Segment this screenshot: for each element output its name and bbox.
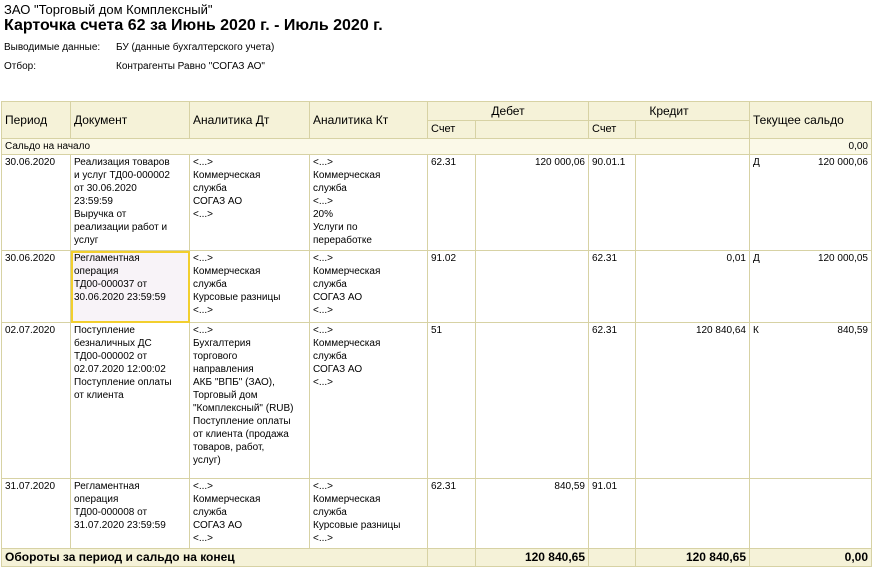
cell-credit-account[interactable]: 62.31 [589,323,636,479]
cell-line: служба [313,351,347,362]
cell-line: Коммерческая [313,170,381,181]
cell-line: Коммерческая [193,266,261,277]
cell-line: операция [74,494,119,505]
cell-debit-account[interactable]: 91.02 [428,251,476,323]
cell-credit-amount[interactable] [636,155,750,251]
cell-line: Поступление оплаты [74,377,172,388]
balance-amount: 840,59 [837,325,868,336]
totals-debit-account [428,549,476,567]
totals-row [2,549,872,567]
cell-period[interactable]: 31.07.2020 [2,479,71,549]
cell-credit-account[interactable]: 62.31 [589,251,636,323]
cell-line: служба [193,183,227,194]
cell-debit-amount[interactable] [476,251,589,323]
cell-line: служба [193,279,227,290]
cell-line: <...> [193,481,214,492]
opening-balance-label: Сальдо на начало [2,139,750,155]
cell-line: от 30.06.2020 [74,183,137,194]
cell-line: СОГАЗ АО [313,364,363,375]
cell-analytics-dt[interactable] [190,323,310,479]
cell-analytics-dt[interactable] [190,155,310,251]
cell-analytics-kt[interactable] [310,479,428,549]
totals-debit: 120 840,65 [476,549,589,567]
cell-line: Коммерческая [193,170,261,181]
totals-label: Обороты за период и сальдо на конец [2,549,428,567]
cell-document[interactable] [71,251,190,323]
balance-amount: 120 000,05 [817,253,868,264]
cell-line: ТД00-000008 от [74,507,148,518]
cell-line: Торговый дом [193,390,258,401]
cell-credit-amount[interactable]: 120 840,64 [636,323,750,479]
cell-line: СОГАЗ АО [193,520,243,531]
col-header-credit[interactable]: Кредит [589,102,750,121]
cell-line: СОГАЗ АО [313,292,363,303]
cell-line: Реализация товаров [74,157,170,168]
param-value-filter[interactable]: Контрагенты Равно "СОГАЗ АО" [116,61,265,72]
opening-balance-row [2,139,872,155]
col-header-credit-account[interactable]: Счет [589,121,636,139]
cell-line: от клиента [74,390,124,401]
col-header-balance[interactable]: Текущее сальдо [750,102,872,139]
cell-line: Курсовые разницы [193,292,281,303]
cell-line: Выручка от [74,209,127,220]
cell-line: от клиента (продажа [193,429,289,440]
cell-analytics-dt[interactable] [190,251,310,323]
table-row[interactable] [2,251,872,323]
cell-document[interactable] [71,479,190,549]
cell-line: <...> [313,253,334,264]
param-label-filter: Отбор: [4,61,36,72]
cell-line: Регламентная [74,253,140,264]
cell-line: Бухгалтерия [193,338,251,349]
cell-line: <...> [313,377,334,388]
cell-line: <...> [193,157,214,168]
cell-line: служба [313,183,347,194]
cell-line: 23:59:59 [74,196,113,207]
organization-name: ЗАО "Торговый дом Комплексный" [4,2,213,17]
cell-line: безналичных ДС [74,338,152,349]
cell-balance[interactable] [750,323,872,479]
col-header-period[interactable]: Период [2,102,71,139]
table-row[interactable] [2,155,872,251]
cell-credit-account[interactable]: 90.01.1 [589,155,636,251]
cell-analytics-kt[interactable] [310,323,428,479]
cell-analytics-kt[interactable] [310,155,428,251]
cell-period[interactable]: 30.06.2020 [2,251,71,323]
cell-credit-amount[interactable]: 0,01 [636,251,750,323]
cell-line: Коммерческая [193,494,261,505]
cell-line: <...> [313,325,334,336]
totals-credit: 120 840,65 [636,549,750,567]
cell-line: 20% [313,209,334,220]
cell-analytics-dt[interactable] [190,479,310,549]
cell-line: 30.06.2020 23:59:59 [74,292,166,303]
cell-debit-account[interactable]: 62.31 [428,155,476,251]
balance-side: Д [753,253,760,264]
cell-line: <...> [193,305,214,316]
cell-debit-amount[interactable]: 120 000,06 [476,155,589,251]
cell-document[interactable] [71,155,190,251]
cell-line: <...> [313,196,334,207]
cell-line: реализации работ и [74,222,168,233]
opening-balance-value: 0,00 [750,139,872,155]
cell-line: служба [313,507,347,518]
cell-line: ТД00-000002 от [74,351,148,362]
cell-period[interactable]: 02.07.2020 [2,323,71,479]
balance-side: Д [753,157,760,168]
totals-balance: 0,00 [750,549,872,567]
cell-line: служба [193,507,227,518]
cell-line: служба [313,279,347,290]
cell-line: торгового [193,351,238,362]
cell-line: <...> [193,533,214,544]
cell-credit-amount[interactable] [636,479,750,549]
cell-line: <...> [193,209,214,220]
col-header-document[interactable]: Документ [71,102,190,139]
cell-line: "Комплексный" (RUB) [193,403,294,414]
col-header-debit-account[interactable]: Счет [428,121,476,139]
cell-debit-account[interactable]: 62.31 [428,479,476,549]
cell-credit-account[interactable]: 91.01 [589,479,636,549]
totals-credit-account [589,549,636,567]
report-title: Карточка счета 62 за Июнь 2020 г. - Июль 2020 г. [4,17,383,34]
cell-period[interactable]: 30.06.2020 [2,155,71,251]
cell-line: и услуг ТД00-000002 [74,170,170,181]
cell-line: АКБ "ВПБ" (ЗАО), [193,377,275,388]
balance-amount: 120 000,06 [817,157,868,168]
cell-line: ТД00-000037 от [74,279,148,290]
header-row [2,102,872,121]
cell-line: Коммерческая [313,338,381,349]
param-label-output: Выводимые данные: [4,42,101,53]
col-header-debit[interactable]: Дебет [428,102,589,121]
cell-line: направления [193,364,254,375]
col-header-debit-amount [476,121,589,139]
cell-line: <...> [313,305,334,316]
cell-debit-account[interactable]: 51 [428,323,476,479]
cell-line: СОГАЗ АО [193,196,243,207]
cell-line: <...> [313,533,334,544]
cell-line: Поступление [74,325,135,336]
cell-line: 31.07.2020 23:59:59 [74,520,166,531]
cell-balance[interactable] [750,251,872,323]
col-header-analytics-dt[interactable]: Аналитика Дт [190,102,310,139]
balance-side: К [753,325,759,336]
cell-line: Регламентная [74,481,140,492]
table-row[interactable] [2,323,872,479]
col-header-analytics-kt[interactable]: Аналитика Кт [310,102,428,139]
cell-balance[interactable] [750,155,872,251]
cell-line: услуг) [193,455,221,466]
cell-line: <...> [313,157,334,168]
cell-balance[interactable] [750,479,872,549]
cell-document[interactable] [71,323,190,479]
cell-line: <...> [193,253,214,264]
cell-line: товаров, работ, [193,442,265,453]
cell-debit-amount[interactable]: 840,59 [476,479,589,549]
param-value-output[interactable]: БУ (данные бухгалтерского учета) [116,42,275,53]
cell-line: переработке [313,235,372,246]
cell-line: Коммерческая [313,494,381,505]
cell-line: операция [74,266,119,277]
account-card-table [1,101,872,567]
cell-debit-amount[interactable] [476,323,589,479]
cell-line: <...> [193,325,214,336]
cell-line: <...> [313,481,334,492]
col-header-credit-amount [636,121,750,139]
cell-line: 02.07.2020 12:00:02 [74,364,166,375]
cell-line: Поступление оплаты [193,416,291,427]
cell-analytics-kt[interactable] [310,251,428,323]
cell-line: Коммерческая [313,266,381,277]
table-row[interactable] [2,479,872,549]
cell-line: Услуги по [313,222,358,233]
cell-line: услуг [74,235,99,246]
cell-line: Курсовые разницы [313,520,401,531]
